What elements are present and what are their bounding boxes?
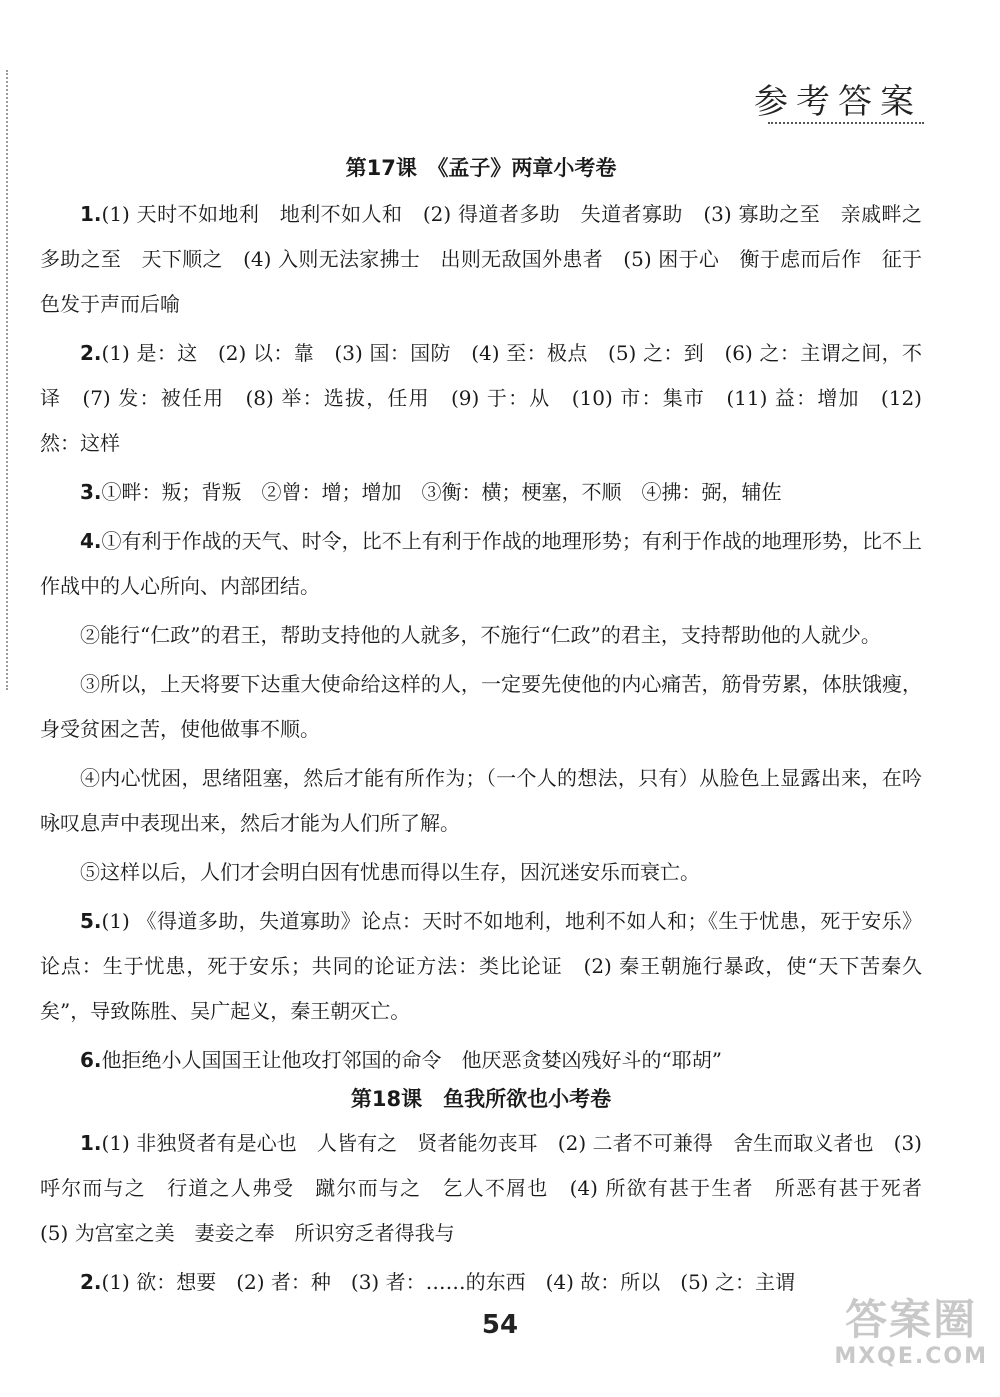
item-text: (1) 《得道多助，失道寡助》论点：天时不如地利，地利不如人和；《生于忧患，死于安乐》论点：生于忧患，死于安乐；共同的论证方法：类比论证 (2) 秦王朝施行暴政，使“天下苦秦久矣”，导致陈胜、吴广起义，秦王朝灭亡。 — [40, 909, 922, 1023]
item-number: 6. — [80, 1048, 102, 1072]
answer-content — [40, 148, 942, 1305]
lesson-17-answer-4-3 — [40, 662, 922, 752]
binding-margin-line — [6, 70, 8, 690]
item-text: ②能行“仁政”的君王，帮助支持他的人就多，不施行“仁政”的君主，支持帮助他的人就少。 — [80, 623, 881, 647]
lesson-18-title: 第18课 鱼我所欲也小考卷 — [350, 1087, 612, 1111]
item-number: 2. — [80, 1270, 102, 1294]
item-text: ⑤这样以后，人们才会明白因有忧患而得以生存，因沉迷安乐而衰亡。 — [80, 860, 700, 884]
lesson-17-answer-4-2 — [40, 613, 922, 658]
page-number: 54 — [481, 1310, 519, 1340]
lesson-17-answer-3 — [40, 470, 922, 515]
item-text: (1) 天时不如地利 地利不如人和 (2) 得道者多助 失道者寡助 (3) 寡助之至 亲戚畔之 多助之至 天下顺之 (4) 入则无法家拂士 出则无敌国外患者 (5) 困于心 衡于虑而后作 征于色发于声而后喻 — [40, 202, 942, 316]
lesson-17-answer-1 — [40, 192, 942, 327]
item-text: ①有利于作战的天气、时令，比不上有利于作战的地理形势；有利于作战的地理形势，比不上作战中的人心所向、内部团结。 — [40, 529, 922, 598]
lesson-18-answer-2 — [40, 1260, 922, 1305]
item-text: 他拒绝小人国国王让他攻打邻国的命令 他厌恶贪婪凶残好斗的“耶胡” — [101, 1048, 722, 1072]
item-number: 1. — [80, 202, 102, 226]
lesson-17-answer-5 — [40, 899, 922, 1034]
lesson-18-answer-1 — [40, 1121, 942, 1256]
item-number: 1. — [80, 1131, 102, 1155]
lesson-17-title: 第17课 《孟子》两章小考卷 — [345, 156, 617, 180]
watermark-logo: 答案圈 — [845, 1295, 978, 1344]
item-text: ①畔：叛；背叛 ②曾：增；增加 ③衡：横；梗塞，不顺 ④拂：弼，辅佐 — [101, 480, 782, 504]
header-underline — [768, 122, 924, 124]
item-number: 5. — [80, 909, 102, 933]
lesson-17-answer-2 — [40, 331, 922, 466]
lesson-17-answer-4-4 — [40, 756, 922, 846]
item-text: (1) 非独贤者有是心也 人皆有之 贤者能勿丧耳 (2) 二者不可兼得 舍生而取义者也 (3) 呼尔而与之 行道之人弗受 蹴尔而与之 乞人不屑也 (4) 所欲有甚于生者 所恶有甚于死者 (5) 为宫室之美 妻妾之奉 所识穷乏者得我与 — [40, 1131, 942, 1245]
lesson-17-answer-4-1 — [40, 519, 922, 609]
item-text: (1) 欲：想要 (2) 者：种 (3) 者：……的东西 (4) 故：所以 (5) 之：主谓 — [101, 1270, 795, 1294]
item-number: 4. — [80, 529, 102, 553]
item-number: 3. — [80, 480, 102, 504]
item-number: 2. — [80, 341, 102, 365]
lesson-17-answer-4-5 — [40, 850, 922, 895]
item-text: ④内心忧困，思绪阻塞，然后才能有所作为；（一个人的想法，只有）从脸色上显露出来，在吟咏叹息声中表现出来，然后才能为人们所了解。 — [40, 766, 922, 835]
item-text: ③所以，上天将要下达重大使命给这样的人，一定要先使他的内心痛苦，筋骨劳累，体肤饿瘦，身受贫困之苦，使他做事不顺。 — [40, 672, 922, 741]
watermark-url: MXQE.COM — [834, 1344, 988, 1369]
lesson-17-answer-6 — [40, 1038, 922, 1083]
watermark — [834, 1296, 988, 1370]
item-text: (1) 是：这 (2) 以：靠 (3) 国：国防 (4) 至：极点 (5) 之：到 (6) 之：主谓之间，不译 (7) 发：被任用 (8) 举：选拔，任用 (9) 于：从 (10) 市：集市 (11) 益：增加 (12) 然：这样 — [40, 341, 922, 455]
answer-key-header: 参考答案 — [754, 82, 922, 122]
